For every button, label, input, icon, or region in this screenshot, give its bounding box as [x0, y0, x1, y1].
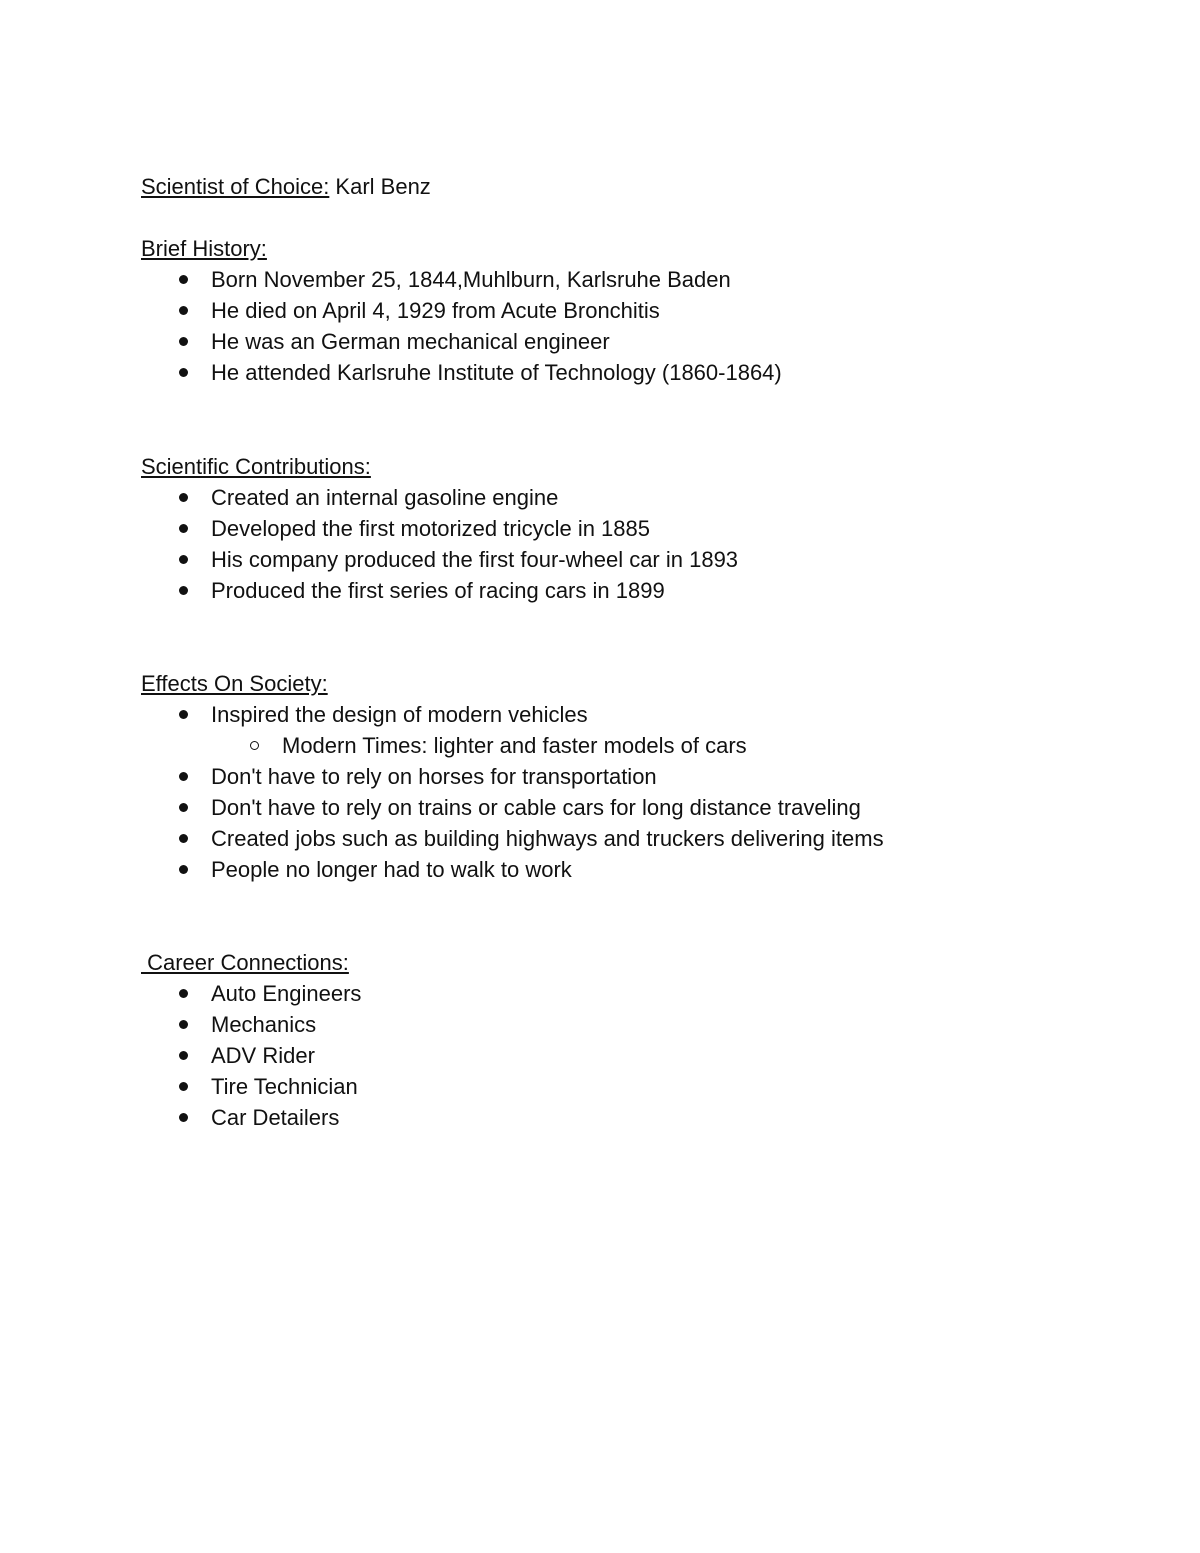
bullet-icon [179, 555, 188, 564]
bullet-icon [179, 803, 188, 812]
contributions-heading [141, 451, 371, 482]
list-item-text: He was an German mechanical engineer [211, 329, 610, 354]
list-item-text: He died on April 4, 1929 from Acute Bronchitis [211, 298, 660, 323]
list-item [211, 854, 572, 885]
bullet-icon [179, 834, 188, 843]
list-item-text: Auto Engineers [211, 981, 362, 1006]
careers-heading [141, 947, 349, 978]
list-item [211, 482, 558, 513]
bullet-icon [179, 493, 188, 502]
scientist-line [141, 171, 431, 202]
list-item-text: Don't have to rely on horses for transportation [211, 764, 657, 789]
bullet-icon [179, 524, 188, 533]
sub-list-item [282, 730, 747, 761]
list-item-text: Mechanics [211, 1012, 317, 1037]
brief-history-label: Brief History: [141, 236, 267, 261]
brief-history-heading [141, 233, 267, 264]
scientist-name: Karl Benz [329, 174, 431, 199]
list-item [211, 823, 884, 854]
list-item [211, 792, 861, 823]
list-item [211, 357, 782, 388]
effects-label: Effects On Society: [141, 671, 328, 696]
bullet-icon [179, 275, 188, 284]
bullet-icon [179, 865, 188, 874]
effects-heading [141, 668, 328, 699]
hollow-bullet-icon [250, 741, 259, 750]
list-item [211, 295, 660, 326]
bullet-icon [179, 989, 188, 998]
list-item-text: Developed the first motorized tricycle in 1885 [211, 516, 650, 541]
scientist-label: Scientist of Choice: [141, 174, 330, 199]
list-item [211, 575, 665, 606]
bullet-icon [179, 1082, 188, 1091]
list-item-text: His company produced the first four-wheel car in 1893 [211, 547, 739, 572]
list-item-text: ADV Rider [211, 1043, 315, 1068]
list-item-text: Created jobs such as building highways and truckers delivering items [211, 826, 884, 851]
bullet-icon [179, 772, 188, 781]
list-item-text: Don't have to rely on trains or cable cars for long distance traveling [211, 795, 861, 820]
careers-label: Career Connections: [141, 950, 349, 975]
list-item [211, 326, 610, 357]
bullet-icon [179, 1113, 188, 1122]
list-item-text: Produced the first series of racing cars in 1899 [211, 578, 665, 603]
contributions-label: Scientific Contributions: [141, 454, 371, 479]
bullet-icon [179, 1020, 188, 1029]
list-item [211, 699, 588, 730]
list-item-text: Modern Times: lighter and faster models of cars [282, 733, 747, 758]
list-item-text: Tire Technician [211, 1074, 358, 1099]
list-item [211, 1102, 339, 1133]
list-item [211, 1009, 316, 1040]
bullet-icon [179, 306, 188, 315]
bullet-icon [179, 586, 188, 595]
list-item [211, 978, 361, 1009]
list-item-text: Born November 25, 1844,Muhlburn, Karlsruhe Baden [211, 267, 731, 292]
bullet-icon [179, 337, 188, 346]
list-item [211, 544, 738, 575]
list-item [211, 1040, 315, 1071]
list-item [211, 513, 650, 544]
list-item-text: People no longer had to walk to work [211, 857, 572, 882]
list-item-text: He attended Karlsruhe Institute of Technology (1860-1864) [211, 360, 782, 385]
bullet-icon [179, 710, 188, 719]
list-item-text: Inspired the design of modern vehicles [211, 702, 588, 727]
bullet-icon [179, 368, 188, 377]
list-item [211, 1071, 358, 1102]
list-item-text: Car Detailers [211, 1105, 340, 1130]
list-item-text: Created an internal gasoline engine [211, 485, 559, 510]
list-item [211, 264, 731, 295]
list-item [211, 761, 657, 792]
bullet-icon [179, 1051, 188, 1060]
